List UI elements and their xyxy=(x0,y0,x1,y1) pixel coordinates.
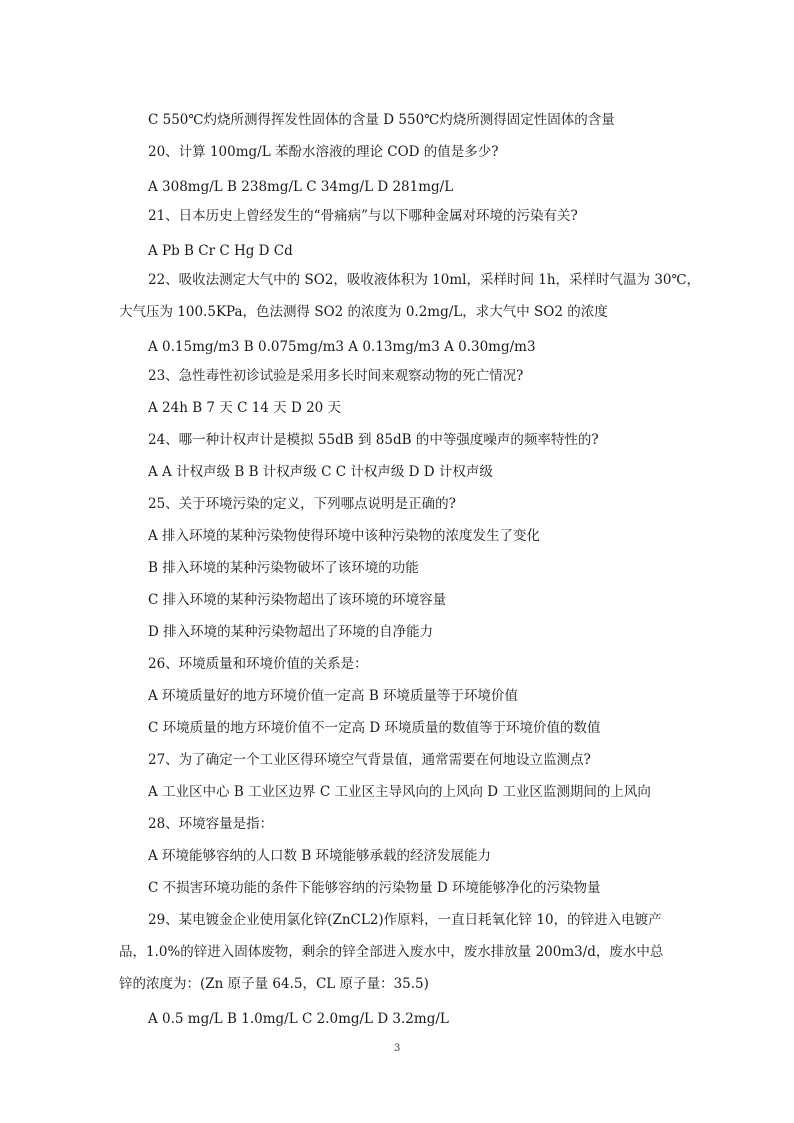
question-22-line-1: 22、吸收法测定大气中的 SO2，吸收液体积为 10ml，采样时间 1h，采样时气温为 30℃， xyxy=(148,272,701,288)
answer-option-25-c: C 排入环境的某种污染物超出了该环境的环境容量 xyxy=(148,592,447,608)
answer-options-29: A 0.5 mg/L B 1.0mg/L C 2.0mg/L D 3.2mg/L xyxy=(148,1011,449,1027)
question-20: 20、计算 100mg/L 苯酚水溶液的理论 COD 的值是多少? xyxy=(148,144,499,160)
answer-option-25-a: A 排入环境的某种污染物使得环境中该种污染物的浓度发生了变化 xyxy=(148,528,541,544)
answer-options-21: A Pb B Cr C Hg D Cd xyxy=(148,243,293,259)
question-21: 21、日本历史上曾经发生的“骨痛病”与以下哪种金属对环境的污染有关? xyxy=(148,208,578,224)
answer-options-20: A 308mg/L B 238mg/L C 34mg/L D 281mg/L xyxy=(148,179,454,195)
page-number: 3 xyxy=(394,1043,401,1054)
answer-options-19-cd: C 550℃灼烧所测得挥发性固体的含量 D 550℃灼烧所测得固定性固体的含量 xyxy=(148,112,615,128)
answer-option-25-b: B 排入环境的某种污染物破坏了该环境的功能 xyxy=(148,560,419,576)
question-22-line-2: 大气压为 100.5KPa，色法测得 SO2 的浓度为 0.2mg/L，求大气中 SO2 的浓度 xyxy=(119,304,608,320)
answer-options-26-cd: C 环境质量的地方环境价值不一定高 D 环境质量的数值等于环境价值的数值 xyxy=(148,720,601,736)
question-27: 27、为了确定一个工业区得环境空气背景值，通常需要在何地设立监测点? xyxy=(148,752,591,768)
answer-options-24: A A 计权声级 B B 计权声级 C C 计权声级 D D 计权声级 xyxy=(148,464,493,480)
question-29-line-3: 锌的浓度为：(Zn 原子量 64.5，CL 原子量：35.5) xyxy=(119,976,429,992)
answer-options-27: A 工业区中心 B 工业区边界 C 工业区主导风向的上风向 D 工业区监测期间的上风向 xyxy=(148,784,651,800)
question-29-line-2: 品，1.0%的锌进入固体废物，剩余的锌全部进入废水中，废水排放量 200m3/d，废水中总 xyxy=(119,944,664,960)
answer-options-26-ab: A 环境质量好的地方环境价值一定高 B 环境质量等于环境价值 xyxy=(148,688,519,704)
question-24: 24、哪一种计权声计是模拟 55dB 到 85dB 的中等强度噪声的频率特性的? xyxy=(148,432,599,448)
question-28: 28、环境容量是指： xyxy=(148,816,274,832)
answer-options-22: A 0.15mg/m3 B 0.075mg/m3 A 0.13mg/m3 A 0.30mg/m3 xyxy=(148,339,536,355)
answer-option-25-d: D 排入环境的某种污染物超出了环境的自净能力 xyxy=(148,624,434,640)
question-29-line-1: 29、某电镀金企业使用氯化锌(ZnCL2)作原料，一直日耗氧化锌 10，的锌进入电镀产 xyxy=(148,912,662,928)
question-25: 25、关于环境污染的定义，下列哪点说明是正确的? xyxy=(148,496,456,512)
question-23: 23、急性毒性初诊试验是采用多长时间来观察动物的死亡情况? xyxy=(148,368,524,384)
question-26: 26、环境质量和环境价值的关系是： xyxy=(148,656,368,672)
answer-options-23: A 24h B 7 天 C 14 天 D 20 天 xyxy=(148,400,342,416)
answer-options-28-cd: C 不损害环境功能的条件下能够容纳的污染物量 D 环境能够净化的污染物量 xyxy=(148,880,601,896)
answer-options-28-ab: A 环境能够容纳的人口数 B 环境能够承载的经济发展能力 xyxy=(148,848,492,864)
